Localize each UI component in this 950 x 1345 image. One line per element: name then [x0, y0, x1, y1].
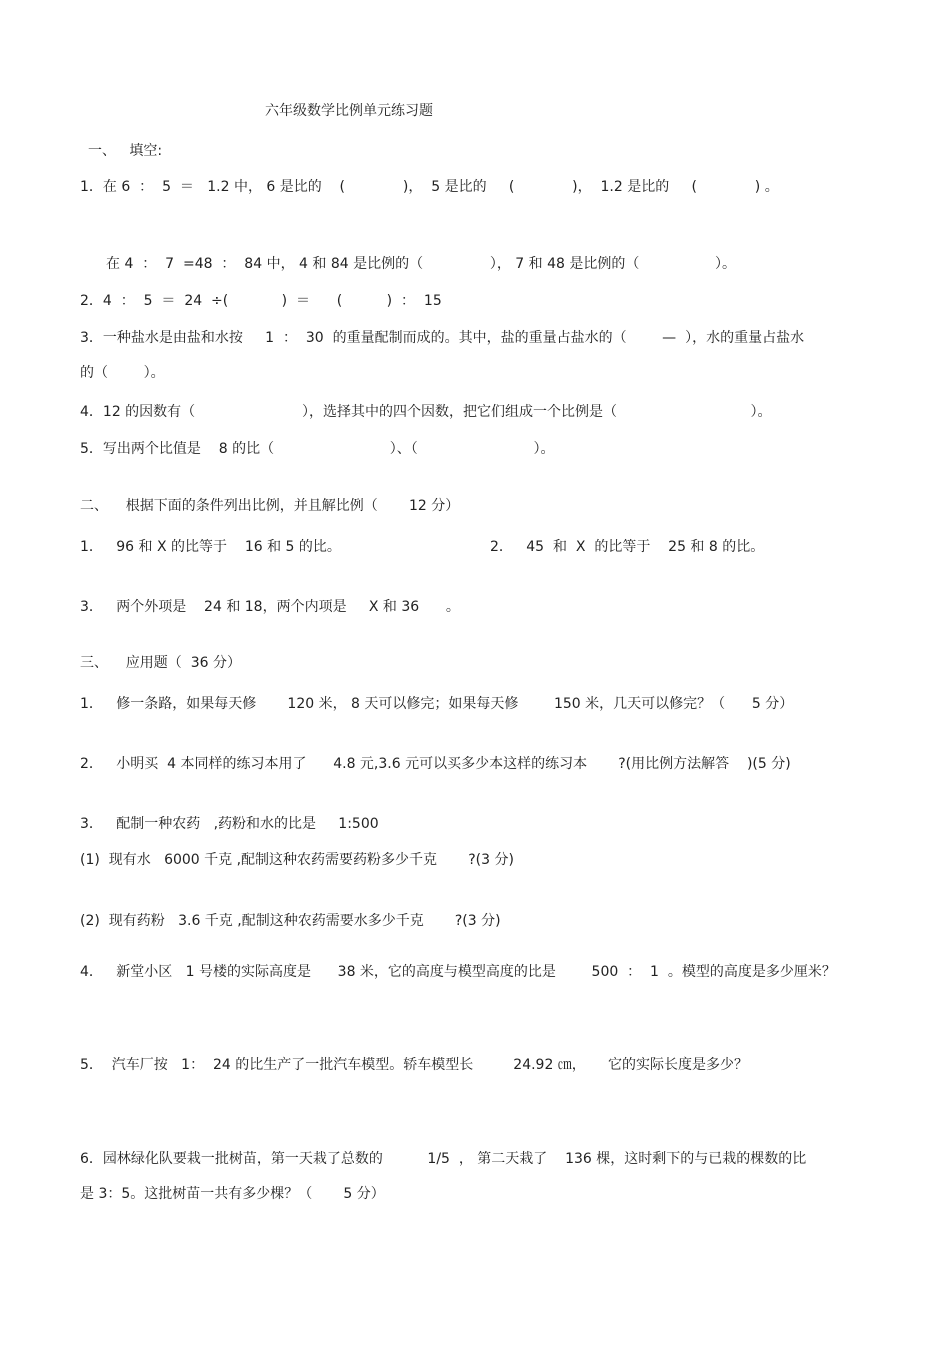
section2-question-2: 2． 45 和 X 的比等于 25 和 8 的比。: [490, 539, 765, 555]
question-5: 5．写出两个比值是 8 的比（ ）、（ ）。: [80, 441, 555, 457]
question-1a: 1．在 6 ： 5 ＝ 1.2 中， 6 是比的 ( )， 5 是比的 ( )， 1.2 是比的 ( ) 。: [80, 179, 779, 195]
question-1b: 在 4 ： 7 =48 ： 84 中， 4 和 84 是比例的（ ）， 7 和 48 是比例的（ ）。: [106, 256, 737, 272]
section2-heading: 二、 根据下面的条件列出比例，并且解比例（ 12 分）: [80, 498, 460, 514]
section3-question-3-1: (1) 现有水 6000 千克 ,配制这种农药需要药粉多少千克 ?(3 分): [80, 852, 514, 868]
section1-heading: 一、 填空:: [88, 143, 163, 159]
question-2: 2．4 ： 5 ＝ 24 ÷( ) ＝ ( ) ： 15: [80, 293, 442, 309]
question-3a: 3．一种盐水是由盐和水按 1 ： 30 的重量配制而成的。其中，盐的重量占盐水的（ — ），水的重量占盐水: [80, 330, 805, 346]
section2-question-1: 1． 96 和 X 的比等于 16 和 5 的比。: [80, 539, 341, 555]
section3-question-3-2: (2) 现有药粉 3.6 千克 ,配制这种农药需要水多少千克 ?(3 分): [80, 913, 501, 929]
section2-question-3: 3． 两个外项是 24 和 18，两个内项是 X 和 36 。: [80, 599, 460, 615]
section3-question-6b: 是 3：5。这批树苗一共有多少棵？（ 5 分）: [80, 1186, 385, 1202]
page-title: 六年级数学比例单元练习题: [265, 103, 433, 119]
section3-question-3: 3． 配制一种农药 ,药粉和水的比是 1:500: [80, 816, 379, 832]
section3-question-4: 4． 新堂小区 1 号楼的实际高度是 38 米，它的高度与模型高度的比是 500 ： 1 。模型的高度是多少厘米？: [80, 964, 836, 980]
section3-question-2: 2． 小明买 4 本同样的练习本用了 4.8 元,3.6 元可以买多少本这样的练习本 ?(用比例方法解答 )(5 分): [80, 756, 791, 772]
question-3b: 的（ ）。: [80, 365, 165, 381]
section3-question-1: 1． 修一条路，如果每天修 120 米， 8 天可以修完；如果每天修 150 米，几天可以修完？（ 5 分）: [80, 696, 794, 712]
section3-heading: 三、 应用题（ 36 分）: [80, 655, 241, 671]
section3-question-6a: 6．园林绿化队要栽一批树苗，第一天栽了总数的 1/5 ， 第二天栽了 136 棵，这时剩下的与已栽的棵数的比: [80, 1151, 807, 1167]
section3-question-5: 5． 汽车厂按 1： 24 的比生产了一批汽车模型。轿车模型长 24.92 ㎝， 它的实际长度是多少？: [80, 1057, 749, 1073]
question-4: 4．12 的因数有（ ），选择其中的四个因数，把它们组成一个比例是（ ）。: [80, 404, 772, 420]
